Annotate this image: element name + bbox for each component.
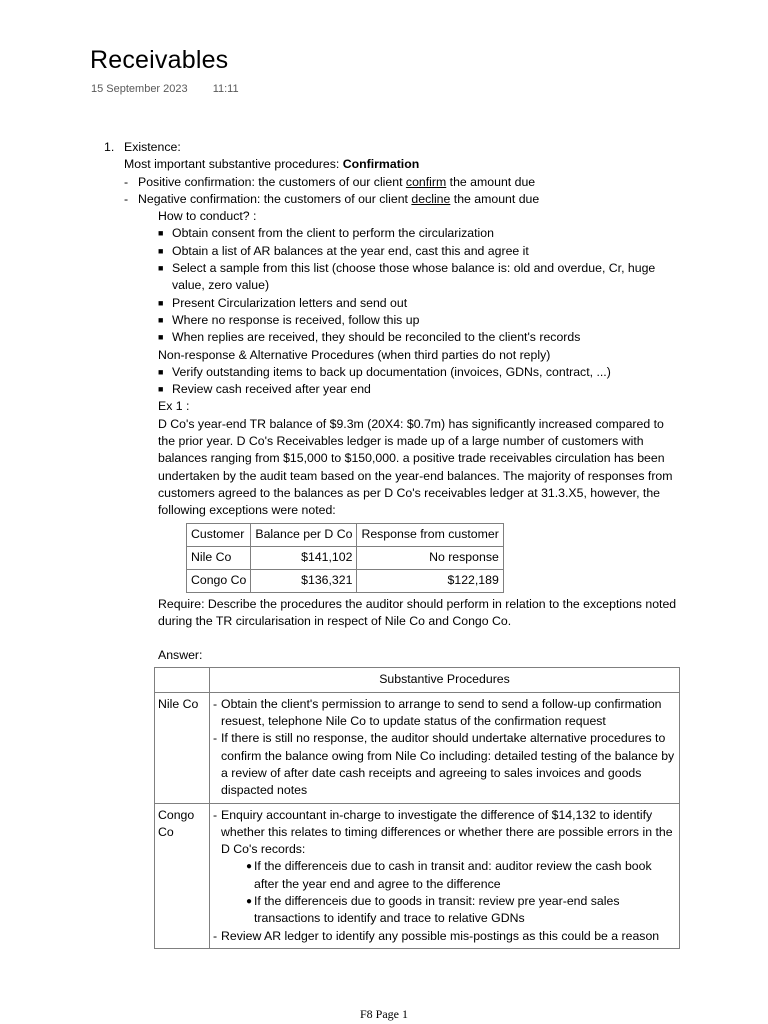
list-item [104, 243, 684, 260]
table-header-row [187, 523, 504, 546]
procedures-bold: Confirmation [342, 157, 420, 172]
congo-procedures [210, 803, 680, 948]
square-bullet-icon: ■ [158, 245, 164, 256]
square-bullet-icon: ■ [158, 332, 164, 343]
list-item [213, 730, 676, 799]
table-cell: $136,321 [251, 569, 357, 592]
example-text: D Co's year-end TR balance of $9.3m (20X4: $0.7m) has significantly increased compared to the prior year. D Co's Receivables ledger is made up of a large number of customers with balances ranging from $15,000 to $150,000. a positive trade receivables circulation has been undertaken by the audit team based on the year-end balances. The majority of responses from customers agreed to the balances as per D Co's receivables ledger at 31.3.X5, however, the following exceptions were noted: [158, 416, 673, 518]
list-item [104, 225, 684, 242]
sub-list-item [213, 893, 676, 928]
positive-text: Positive confirmation: the customers of our client [138, 174, 406, 189]
section-number: 1. [104, 140, 115, 154]
note-metadata [91, 83, 239, 95]
page-title: Receivables [90, 46, 229, 74]
list-item-text: Obtain the client's permission to arrange to send to send a follow-up confirmation resuest, telephone Nile Co to update status of the confirmation request [221, 696, 662, 729]
note-date: 15 September 2023 [91, 83, 188, 95]
row-label-congo: Congo Co [155, 803, 210, 948]
dash-bullet: - [213, 928, 218, 943]
square-bullet-icon: ■ [158, 263, 164, 274]
table-row [187, 569, 504, 592]
list-item-text: Review cash received after year end [172, 382, 371, 397]
example-label: Ex 1 : [158, 399, 190, 414]
positive-underlined: confirm [405, 174, 447, 189]
table-header-cell-empty [155, 668, 210, 692]
positive-confirmation-line [104, 174, 684, 191]
round-bullet-icon: ● [246, 895, 253, 907]
list-item [213, 928, 676, 945]
square-bullet-icon: ■ [158, 384, 164, 395]
procedures-line [104, 156, 684, 173]
negative-underlined: decline [411, 191, 451, 206]
table-cell: No response [357, 546, 503, 569]
dash-bullet: - [213, 696, 218, 711]
negative-text: Negative confirmation: the customers of our client [138, 191, 412, 206]
dash-bullet: - [213, 731, 218, 746]
answer-table [154, 667, 680, 948]
list-item-text: Present Circularization letters and send out [172, 295, 408, 310]
page-footer: F8 Page 1 [360, 1007, 408, 1021]
dash-bullet: - [213, 807, 218, 822]
list-item-text: Obtain consent from the client to perform the circularization [172, 226, 494, 241]
table-header-cell: Response from customer [357, 523, 503, 546]
table-cell: $141,102 [251, 546, 357, 569]
section-title: Existence: [124, 140, 181, 154]
table-row [155, 692, 680, 803]
procedures-prefix: Most important substantive procedures: [124, 157, 343, 172]
negative-text-end: the amount due [450, 191, 540, 206]
table-row [187, 546, 504, 569]
list-item-text: Obtain a list of AR balances at the year end, cast this and agree it [172, 243, 529, 258]
list-item [104, 364, 684, 381]
list-item-text: Where no response is received, follow this up [172, 312, 420, 327]
table-cell: Nile Co [187, 546, 251, 569]
list-item-text: Review AR ledger to identify any possible mis-postings as this could be a reason [221, 928, 660, 943]
exceptions-table [186, 523, 504, 593]
table-row [155, 803, 680, 948]
list-item [104, 295, 684, 312]
square-bullet-icon: ■ [158, 366, 164, 377]
list-item-text: If there is still no response, the auditor should undertake alternative procedures to confirm the balance owing from Nile Co including: detailed testing of the balance by a review of after date cash receipts and agreeing to sales invoices and goods dispacted notes [221, 731, 675, 798]
table-header-row [155, 668, 680, 692]
dash-bullet: - [124, 191, 129, 206]
table-header-cell: Balance per D Co [251, 523, 357, 546]
how-to-heading: How to conduct? : [158, 209, 257, 224]
section-heading [104, 139, 684, 156]
note-body [104, 139, 684, 949]
list-item-text: Select a sample from this list (choose those whose balance is: old and overdue, Cr, huge value, zero value) [172, 261, 656, 293]
square-bullet-icon: ■ [158, 297, 164, 308]
sub-list-item [213, 858, 676, 893]
list-item [104, 260, 684, 295]
table-header-cell: Substantive Procedures [210, 668, 680, 692]
sub-list-item-text: If the differenceis due to cash in transit and: auditor review the cash book after the year end and agree to the difference [254, 859, 652, 891]
list-item [213, 807, 676, 859]
row-label-nile: Nile Co [155, 692, 210, 803]
list-item [104, 381, 684, 398]
square-bullet-icon: ■ [158, 228, 164, 239]
note-time: 11:11 [212, 83, 239, 95]
table-header-cell: Customer [187, 523, 251, 546]
positive-text-end: the amount due [446, 174, 536, 189]
dash-bullet: - [124, 174, 129, 189]
nonresponse-heading: Non-response & Alternative Procedures (when third parties do not reply) [158, 347, 551, 362]
table-cell: Congo Co [187, 569, 251, 592]
list-item-text: When replies are received, they should be reconciled to the client's records [172, 330, 581, 345]
requirement-text: Require: Describe the procedures the auditor should perform in relation to the exceptions noted during the TR circularisation in respect of Nile Co and Congo Co. [158, 596, 677, 628]
list-item [104, 329, 684, 346]
negative-confirmation-line [104, 191, 684, 208]
sub-list-item-text: If the differenceis due to goods in transit: review pre year-end sales transactions to identify and trace to relative GDNs [254, 893, 620, 926]
square-bullet-icon: ■ [158, 314, 164, 325]
list-item-text: Verify outstanding items to back up documentation (invoices, GDNs, contract, ...) [172, 364, 611, 379]
list-item-text: Enquiry accountant in-charge to investigate the difference of $14,132 to identify whether this relates to timing differences or whether there are possible errors in the D Co's records: [221, 807, 673, 857]
table-cell: $122,189 [357, 569, 503, 592]
list-item [104, 312, 684, 329]
nile-procedures [210, 692, 680, 803]
answer-label: Answer: [158, 648, 203, 663]
round-bullet-icon: ● [246, 861, 253, 873]
list-item [213, 696, 676, 731]
